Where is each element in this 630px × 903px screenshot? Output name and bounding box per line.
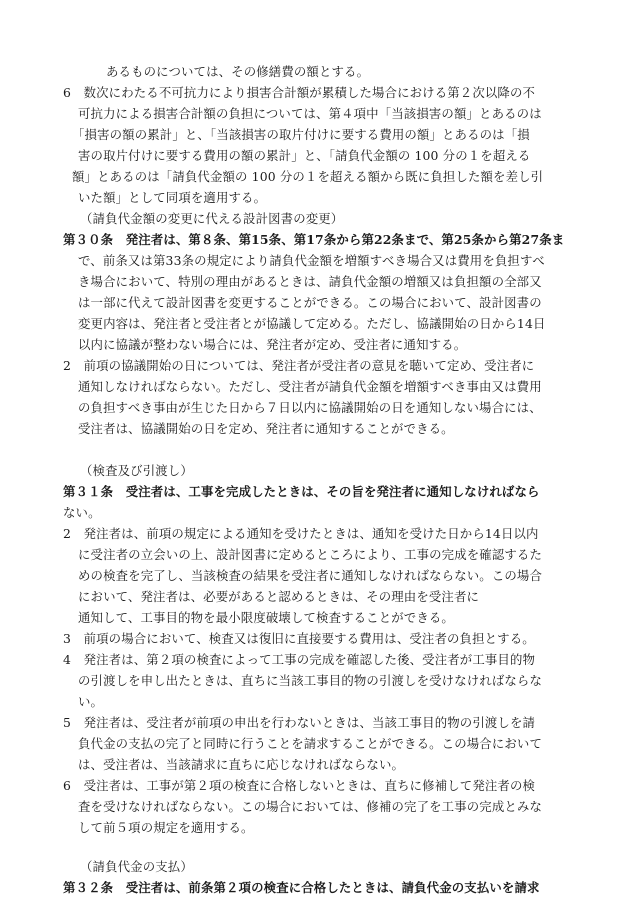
text-line: 「損害の額の累計」と、「当該損害の取片付けに要する費用の額」とあるのは「損 — [72, 127, 530, 142]
text-line: あるものについては、その修繕費の額とする。 — [106, 64, 370, 79]
article-32-heading: 第３２条 受注者は、前条第２項の検査に合格したときは、請負代金の支払いを請求 — [63, 880, 540, 895]
text-line: 査を受けなければならない。この場合においては、修補の完了を工事の完成とみな — [78, 799, 543, 814]
section-heading: （請負代金額の変更に代える設計図書の変更） — [80, 211, 344, 226]
paragraph-2-line: 2 発注者は、前項の規定による通知を受けたときは、通知を受けた日から14日以内 — [63, 526, 539, 541]
text-line: 額」とあるのは「請負代金額の 100 分の１を超える額から既に負担した額を差し引 — [72, 169, 544, 184]
text-line: い。 — [78, 694, 104, 709]
text-line: めの検査を完了し、当該検査の結果を受注者に通知しなければならない。この場合 — [78, 568, 543, 583]
text-line: で、前条又は第33条の規定により請負代金額を増額すべき場合又は費用を負担すべ — [78, 253, 545, 268]
text-line: いた額」として同項を適用する。 — [78, 190, 267, 205]
text-line: 可抗力による損害合計額の負担については、第４項中「当該損害の額」とあるのは — [78, 106, 542, 121]
text-line: 通知して、工事目的物を最小限度破壊して検査することができる。 — [78, 610, 454, 625]
text-line: 通知しなければならない。ただし、受注者が請負代金額を増額すべき事由又は費用 — [78, 379, 542, 394]
paragraph-2-line: 2 前項の協議開始の日については、発注者が受注者の意見を聴いて定め、受注者に — [63, 358, 535, 373]
section-heading: （請負代金の支払） — [80, 859, 193, 874]
text-line: に受注者の立会いの上、設計図書に定めるところにより、工事の完成を確認するた — [78, 547, 543, 562]
paragraph-5-line: 5 発注者は、受注者が前項の申出を行わないときは、当該工事目的物の引渡しを請 — [63, 715, 536, 730]
text-line: 以内に協議が整わない場合には、発注者が定め、受注者に通知する。 — [78, 337, 467, 352]
text-line: 害の取片付けに要する費用の額の累計」と、「請負代金額の 100 分の１を超える — [78, 148, 531, 163]
article-30-heading: 第３０条 発注者は、第８条、第15条、第17条から第22条まで、第25条から第27条ま — [63, 232, 565, 247]
text-line: して前５項の規定を適用する。 — [78, 820, 254, 835]
text-line: の引渡しを申し出たときは、直ちに当該工事目的物の引渡しを受けなければならな — [78, 673, 543, 688]
section-heading: （検査及び引渡し） — [80, 463, 193, 478]
text-line: き場合において、特別の理由があるときは、請負代金額の増額又は負担額の全部又 — [78, 274, 542, 289]
text-line: の負担すべき事由が生じた日から７日以内に協議開始の日を通知しない場合には、 — [78, 400, 542, 415]
paragraph-6-line: 6 受注者は、工事が第２項の検査に合格しないときは、直ちに修補して発注者の検 — [63, 778, 536, 793]
paragraph-4-line: 4 発注者は、第２項の検査によって工事の完成を確認した後、受注者が工事目的物 — [63, 652, 536, 667]
article-31-heading: 第３１条 受注者は、工事を完成したときは、その旨を発注者に通知しなければなら — [63, 484, 540, 499]
text-line: において、発注者は、必要があると認めるときは、その理由を受注者に — [78, 589, 480, 604]
text-line: は、受注者は、当該請求に直ちに応じなければならない。 — [78, 757, 405, 772]
text-line: ない。 — [63, 505, 101, 520]
text-line: 負代金の支払の完了と同時に行うことを請求することができる。この場合において — [78, 736, 543, 751]
text-line: は一部に代えて設計図書を変更することができる。この場合において、設計図書の — [78, 295, 542, 310]
paragraph-6-line: 6 数次にわたる不可抗力により損害合計額が累積した場合における第２次以降の不 — [63, 85, 536, 100]
paragraph-3-line: 3 前項の場合において、検査又は復旧に直接要する費用は、受注者の負担とする。 — [63, 631, 535, 646]
text-line: 受注者は、協議開始の日を定め、発注者に通知することができる。 — [78, 421, 454, 436]
text-line: 変更内容は、発注者と受注者とが協議して定める。ただし、協議開始の日から14日 — [78, 316, 546, 331]
